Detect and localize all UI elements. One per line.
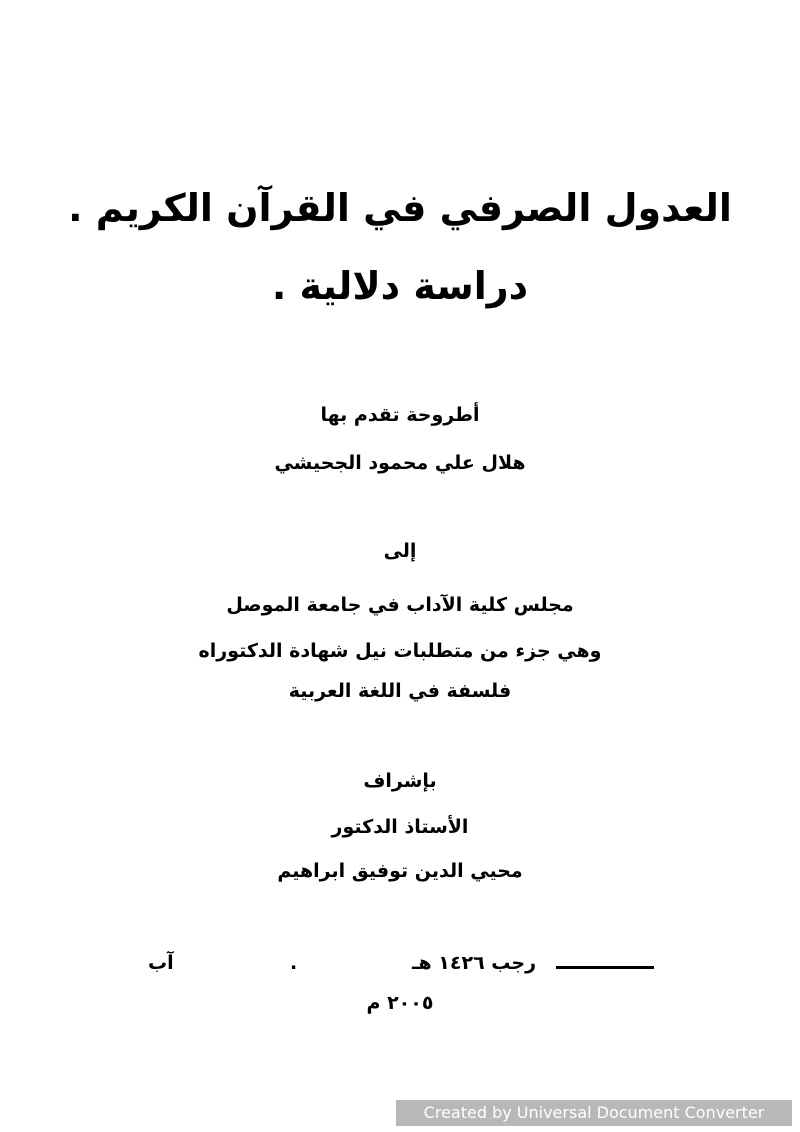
title-line-2: دراسة دلالية . (271, 264, 529, 308)
author-name: هلال علي محمود الجحيشي (274, 452, 526, 474)
supervision-label: بإشراف (363, 770, 437, 792)
date-separator: . (290, 952, 298, 974)
date-row (0, 952, 800, 982)
submitted-by-label: أطروحة تقدم بها (320, 404, 480, 426)
date-dash-line (556, 966, 654, 969)
to-label: إلى (383, 540, 417, 562)
gregorian-year: ٢٠٠٥ م (366, 992, 434, 1014)
supervisor-name: محيي الدين توفيق ابراهيم (277, 860, 523, 882)
hijri-date: رجب ١٤٢٦ هـ (412, 952, 537, 974)
field-of-study: فلسفة في اللغة العربية (288, 680, 512, 702)
degree-requirement: وهي جزء من متطلبات نيل شهادة الدكتوراه (198, 640, 602, 662)
converter-watermark: Created by Universal Document Converter (396, 1100, 792, 1126)
gregorian-month: آب (148, 952, 174, 974)
supervisor-title: الأستاذ الدكتور (331, 816, 469, 838)
college-council: مجلس كلية الآداب في جامعة الموصل (226, 594, 574, 616)
title-line-1: العدول الصرفي في القرآن الكريم . (68, 186, 732, 230)
